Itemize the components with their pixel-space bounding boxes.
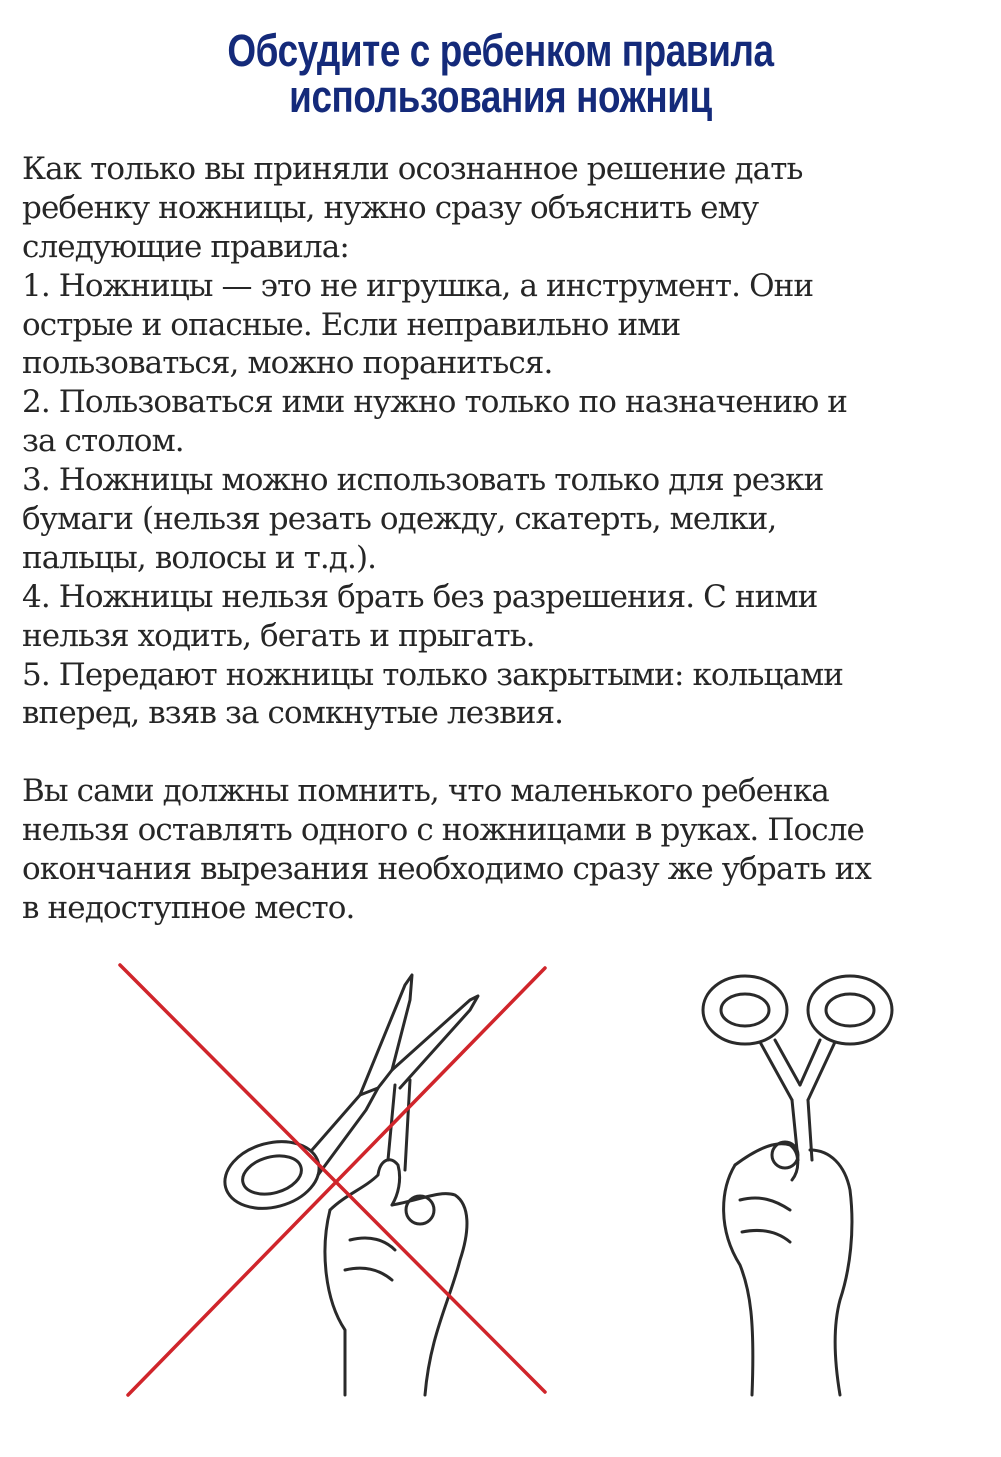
outro-line: в недоступное место.: [22, 889, 355, 926]
scissors-ring-icon: [217, 1132, 326, 1219]
intro-line: Как только вы приняли осознанное решение дать: [22, 151, 803, 187]
rule-line: пальцы, волосы и т.д.).: [22, 539, 377, 576]
page-title: [90, 25, 911, 122]
rules-text: [22, 150, 987, 928]
rule-line: вперед, взяв за сомкнутые лезвия.: [22, 695, 564, 732]
scissors-ring-inner-icon: [238, 1150, 305, 1200]
outro-line: нельзя оставлять одного с ножницами в руках. После: [22, 812, 864, 849]
rule-line: бумаги (нельзя резать одежду, скатерть, мелки,: [22, 501, 777, 538]
rule-line: 5. Передают ножницы только закрытыми: кольцами: [22, 656, 844, 693]
paragraph-gap: [22, 733, 987, 772]
rule-line: пользоваться, можно пораниться.: [22, 345, 553, 382]
rule-line: нельзя ходить, бегать и прыгать.: [22, 617, 535, 654]
rule-line: 1. Ножницы — это не игрушка, а инструмент. Они: [22, 267, 814, 304]
scissors-ring-left-icon: [703, 976, 787, 1044]
scissors-ring-right-icon: [808, 976, 892, 1044]
outro-line: Вы сами должны помнить, что маленького ребенка: [22, 773, 829, 810]
outro-line: окончания вырезания необходимо сразу же убрать их: [22, 851, 871, 888]
right-way-illustration: [703, 976, 892, 1395]
wrong-way-illustration: [120, 965, 545, 1395]
rule-line: 4. Ножницы нельзя брать без разрешения. С ними: [22, 578, 818, 615]
rule-line: 2. Пользоваться ими нужно только по назначению и: [22, 384, 848, 421]
title-line-1: Обсудите с ребенком правила: [227, 25, 774, 76]
rule-line: за столом.: [22, 423, 184, 460]
intro-line: следующие правила:: [22, 228, 349, 265]
rule-line: 3. Ножницы можно использовать только для резки: [22, 462, 824, 499]
intro-line: ребенку ножницы, нужно сразу объяснить ему: [22, 189, 759, 226]
illustrations: [0, 950, 1001, 1457]
title-line-2: использования ножниц: [289, 71, 712, 122]
rule-line: острые и опасные. Если неправильно ими: [22, 306, 681, 343]
